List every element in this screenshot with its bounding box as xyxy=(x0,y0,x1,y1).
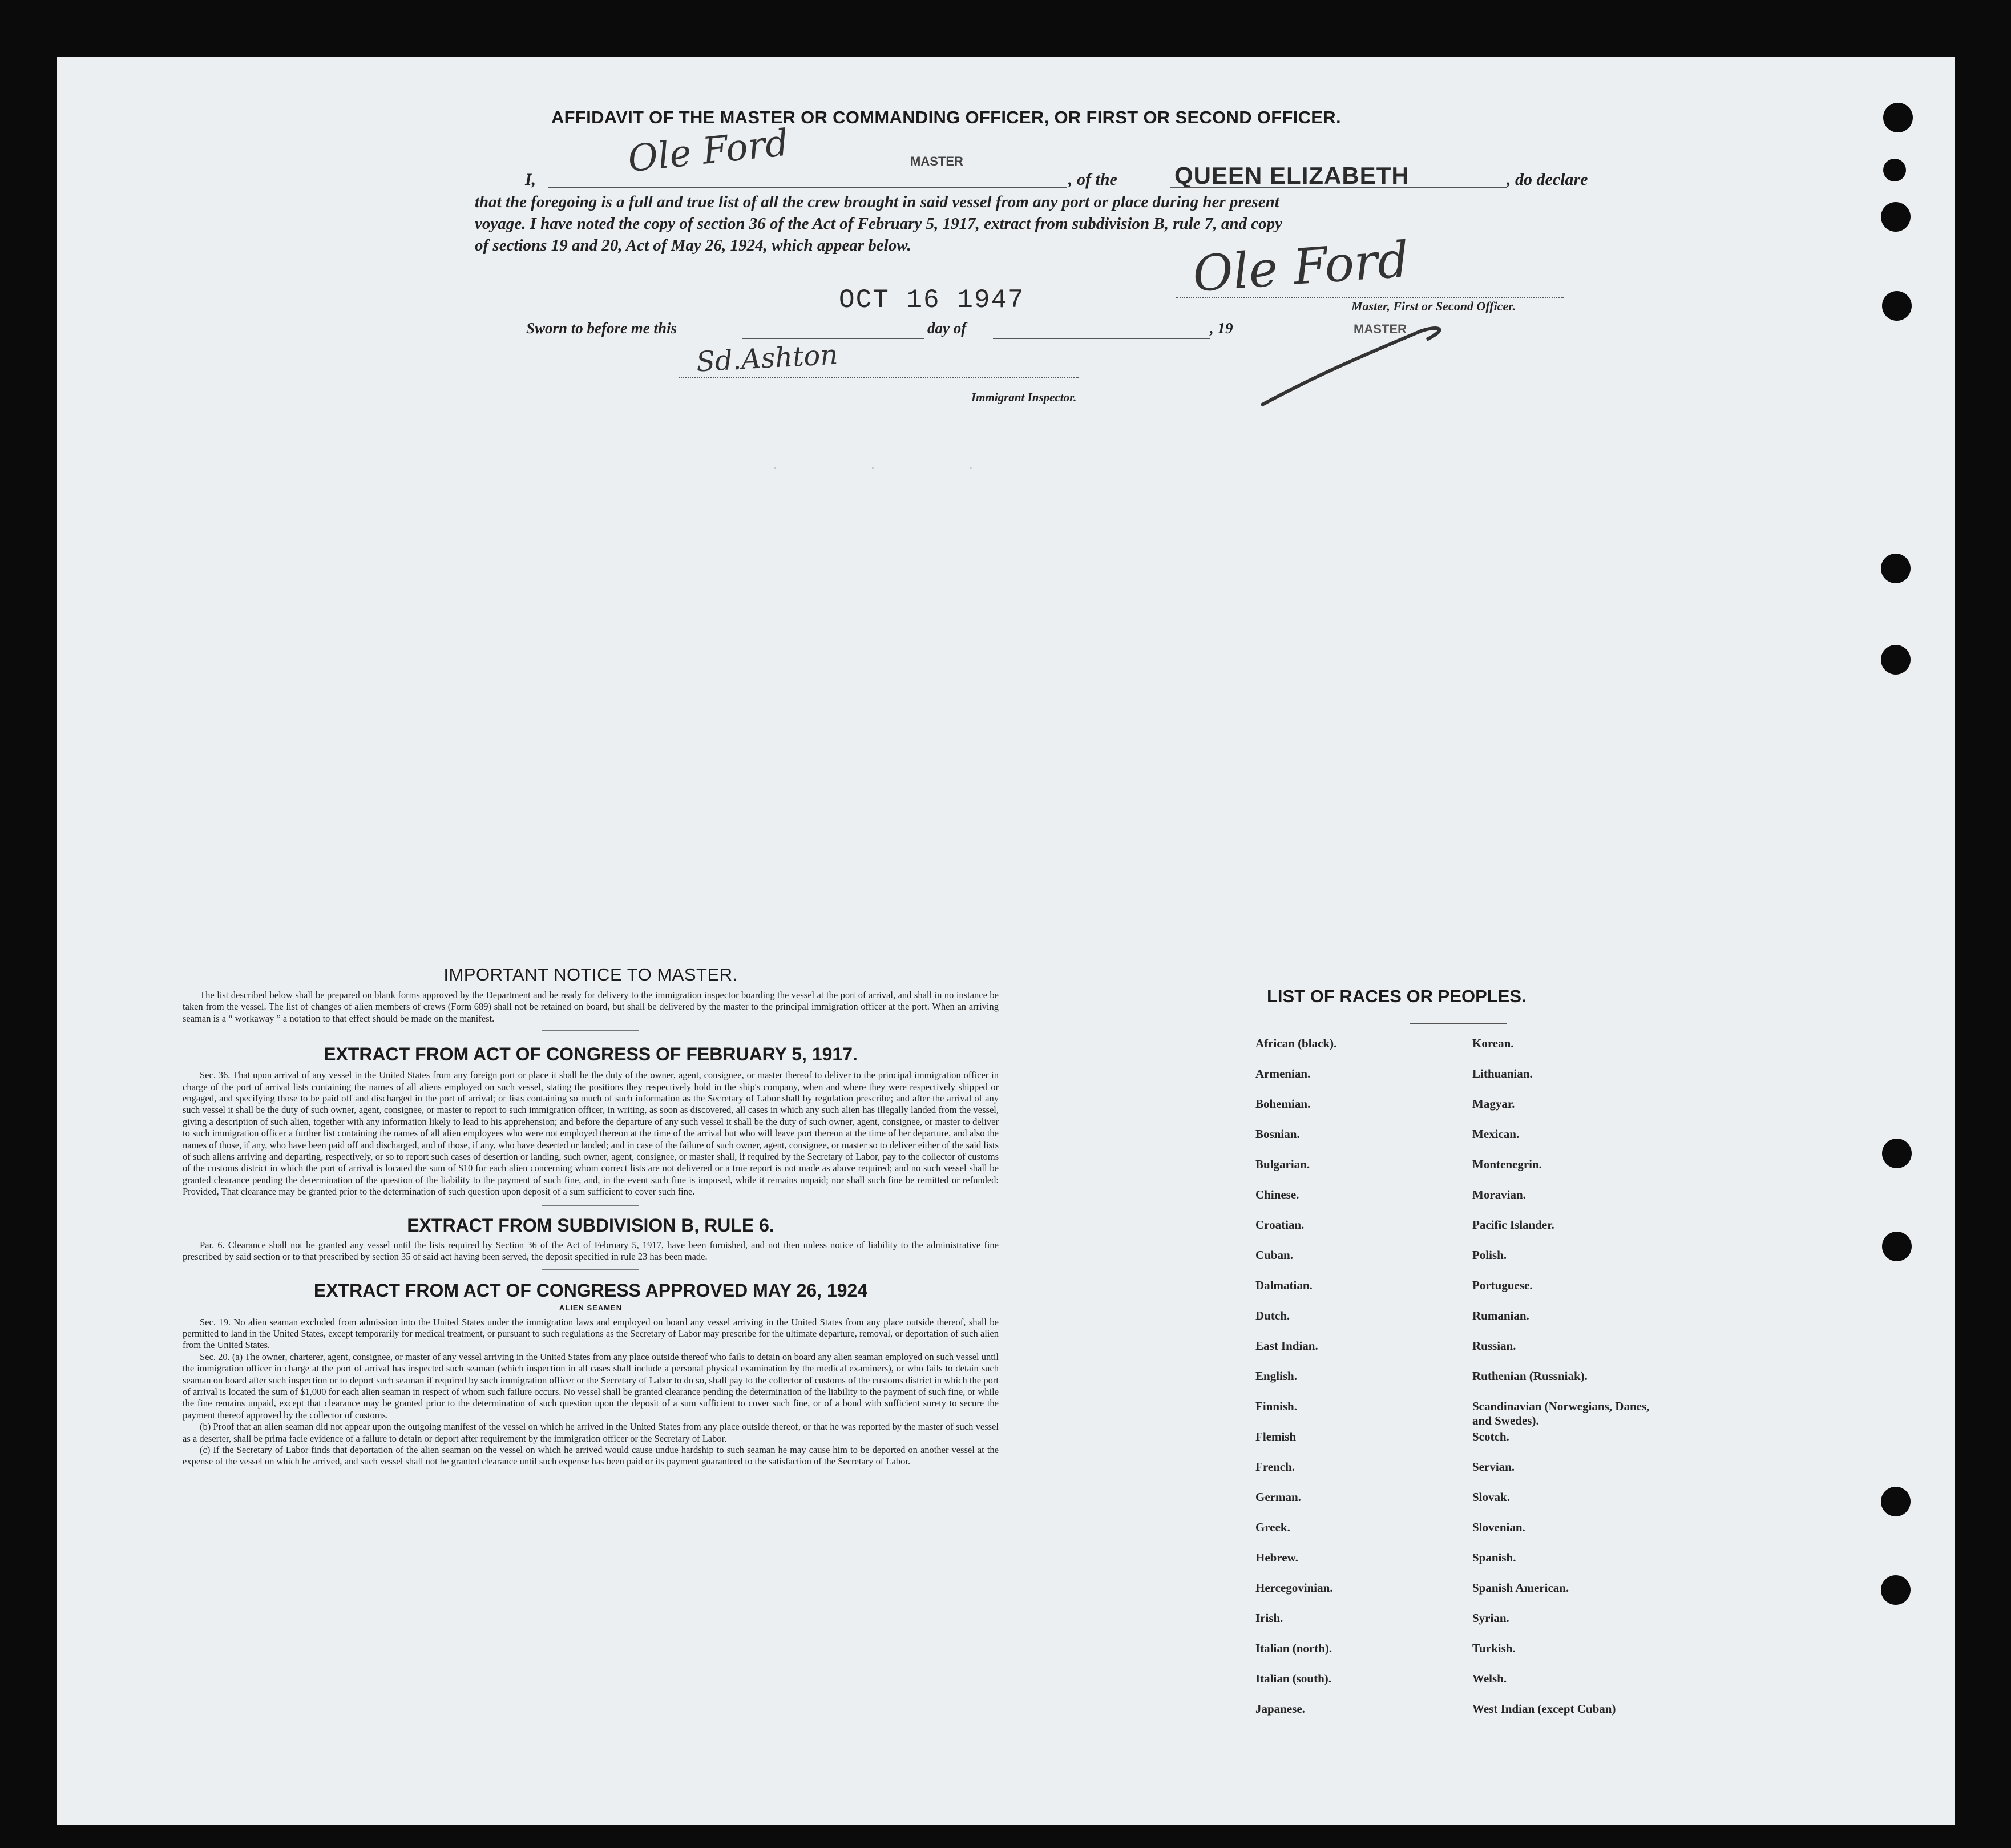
race-item: Armenian. xyxy=(1255,1067,1311,1080)
officer-caption: Master, First or Second Officer. xyxy=(1351,299,1516,313)
race-item: Irish. xyxy=(1255,1611,1283,1625)
race-item: Polish. xyxy=(1472,1248,1507,1262)
race-item: West Indian (except Cuban) xyxy=(1472,1702,1616,1716)
inspector-line xyxy=(679,377,1079,378)
race-item: Croatian. xyxy=(1255,1218,1305,1232)
extract-1917-text: Sec. 36. That upon arrival of any vessel in the United States from any foreign port or place it shall be the duty of the owner, agent, consignee, or master thereof to deliver to the principal immigration officer in charge of the port of arrival lists containing the names of all aliens employed on such vessel, stating the positions they respectively hold in the ship's company, when and where they were respectively shipped or engaged, and specifying those to be paid off and discharged in the port of arrival; or lists containing so much of such information as the Secretary of Labor shall by regulation prescribe; and after the arrival of any such vessel it shall be the duty of such owner, agent, consignee, or master to report to such immigration officer, in writing, as soon as discovered, all cases in which any such alien has illegally landed from the vessel, giving a description of such alien, together with any information likely to lead to his apprehension; and before the departure of any such vessel it shall be the duty of such owner, agent, consignee, or master to deliver to such immigration officer a further list containing the names of all alien employees who were not employed thereon at the time of the arrival but who will leave port thereon at the time of her departure, and also the names of those, if any, who have been paid off and discharged, and of those, if any, who have deserted or landed; and in case of the failure of such owner, agent, consignee, or master so to deliver either of the said lists of such aliens arriving and departing, respectively, or so to report such cases of desertion or landing, such owner, agent, consignee, or master shall, if required by the Secretary of Labor, pay to the collector of customs of the customs district in which the port of arrival is located the sum of $10 for each alien concerning whom correct lists are not delivered or a true report is not made as above required; and no such vessel shall be granted clearance pending the determination of the question of the liability to the payment of such fine, and, in the event such fine is imposed, while it remains unpaid; nor shall such fine be remitted or refunded: Provided, That clearance may be granted prior to the determination of such question upon deposit of a sum sufficient to cover such fine. xyxy=(183,1070,999,1197)
date-stamp: OCT 16 1947 xyxy=(839,285,1025,315)
race-item: French. xyxy=(1255,1460,1295,1474)
vessel-name: QUEEN ELIZABETH xyxy=(1174,162,1410,189)
punch-hole xyxy=(1881,1487,1911,1516)
affidavit-i: I, xyxy=(525,170,536,189)
race-item: Turkish. xyxy=(1472,1641,1516,1655)
race-item: Bosnian. xyxy=(1255,1127,1300,1141)
race-item: Chinese. xyxy=(1255,1188,1299,1201)
race-item: Korean. xyxy=(1472,1036,1514,1050)
races-title: LIST OF RACES OR PEOPLES. xyxy=(1267,986,1527,1006)
races-column-1 xyxy=(1255,1036,1336,1732)
race-item: Magyar. xyxy=(1472,1097,1515,1111)
divider xyxy=(542,1269,639,1270)
race-item: Scotch. xyxy=(1472,1430,1509,1443)
race-item: Spanish American. xyxy=(1472,1581,1569,1595)
punch-hole xyxy=(1882,291,1912,321)
inspector-signature: Sd.Ashton xyxy=(695,338,839,378)
punch-hole xyxy=(1881,554,1911,583)
race-item: English. xyxy=(1255,1369,1297,1383)
affidavit-line-2: that the foregoing is a full and true list of all the crew brought in said vessel from any port or place during her present xyxy=(475,193,1279,211)
race-item: Dalmatian. xyxy=(1255,1278,1313,1292)
divider xyxy=(542,1205,639,1206)
extract-1924-title: EXTRACT FROM ACT OF CONGRESS APPROVED MAY 26, 1924 xyxy=(313,1280,868,1301)
divider xyxy=(542,1030,639,1031)
sworn-year: , 19 xyxy=(1210,320,1233,337)
races-title-rule xyxy=(1410,1023,1507,1024)
officer-signature-line xyxy=(1176,297,1564,298)
race-item: Hebrew. xyxy=(1255,1551,1298,1564)
race-item: Slovak. xyxy=(1472,1490,1510,1504)
master-name-line xyxy=(548,187,1067,188)
race-item: Greek. xyxy=(1255,1520,1290,1534)
race-item: Lithuanian. xyxy=(1472,1067,1533,1080)
affidavit-heading: AFFIDAVIT OF THE MASTER OR COMMANDING OFFICER, OR FIRST OR SECOND OFFICER. xyxy=(551,107,1341,127)
race-item: Montenegrin. xyxy=(1472,1157,1542,1171)
race-item: Servian. xyxy=(1472,1460,1515,1474)
race-item: Welsh. xyxy=(1472,1672,1507,1685)
race-item: Bohemian. xyxy=(1255,1097,1311,1111)
extract-1924-sec20b: (b) Proof that an alien seaman did not appear upon the outgoing manifest of the vessel on which he arrived in the United States from any place outside thereof, or that he was reported by the master of such vessel as a deserter, shall be prima facie evidence of a failure to detain or deport after requirement by the immigration officer or the Secretary of Labor. xyxy=(183,1421,999,1444)
extract-1924-subtitle: ALIEN SEAMEN xyxy=(559,1303,623,1312)
extract-rule6-text: Par. 6. Clearance shall not be granted any vessel until the lists required by Section 36 of the Act of February 5, 1917, have been furnished, and not then unless notice of liability to the administrative fine prescribed by said section or to that prescribed by section 35 of said act having been served, the deposit specified in rule 23 has been made. xyxy=(183,1239,999,1262)
race-item: African (black). xyxy=(1255,1036,1337,1050)
punch-hole xyxy=(1883,103,1913,132)
race-item: Moravian. xyxy=(1472,1188,1526,1201)
race-item: Japanese. xyxy=(1255,1702,1305,1716)
race-item: Mexican. xyxy=(1472,1127,1520,1141)
extract-1924-sec20c: (c) If the Secretary of Labor finds that deportation of the alien seaman on the vessel on which he arrived would cause undue hardship to such seaman he may cause him to be deported on another vessel at the expense of the vessel on which he arrived, and such vessel shall not be granted clearance until such expense has been paid or its payment guaranteed to the satisfaction of the Secretary of Labor. xyxy=(183,1444,999,1467)
race-item: Flemish xyxy=(1255,1430,1297,1443)
punch-hole xyxy=(1882,1232,1912,1261)
legal-column xyxy=(183,965,999,1468)
affidavit-do-declare: , do declare xyxy=(1507,170,1588,189)
sworn-day-of: day of xyxy=(927,320,967,337)
extract-1924-sec20a: Sec. 20. (a) The owner, charterer, agent, consignee, or master of any vessel arriving in the United States from any place outside thereof who fails to detain on board any alien seaman employed on such vessel until the immigration officer in charge at the port of arrival has inspected such seaman (which inspection in all cases shall include a personal physical examination by the medical examiners), or who fails to detain such seaman on board after such inspection or to deport such seaman if required by such immigration officer or the Secretary of Labor to do so, shall pay to the collector of customs of the customs district in which the port of arrival is located the sum of $1,000 for each alien seaman in respect of whom such failure occurs. No vessel shall be granted clearance pending the determination of the liability to the payment of such fine, or while the fine remains unpaid, except that clearance may be granted prior to the determination of such question upon the deposit of a sum sufficient to cover such fine, or of a bond with sufficient surety to secure the payment thereof approved by the collector of customs. xyxy=(183,1351,999,1421)
race-item: Dutch. xyxy=(1255,1309,1290,1322)
extract-rule6-title: EXTRACT FROM SUBDIVISION B, RULE 6. xyxy=(407,1214,774,1236)
affidavit-of-the: , of the xyxy=(1068,170,1117,189)
document-sheet xyxy=(57,57,1955,1825)
race-item: Finnish. xyxy=(1255,1399,1297,1413)
race-item: Italian (south). xyxy=(1255,1672,1332,1685)
notice-title: IMPORTANT NOTICE TO MASTER. xyxy=(443,965,738,984)
races-column-2 xyxy=(1472,1036,1666,1732)
punch-hole xyxy=(1881,202,1911,232)
sworn-month-line xyxy=(993,338,1210,339)
extract-1924-sec19: Sec. 19. No alien seaman excluded from admission into the United States under the immigration laws and employed on board any vessel arriving in the United States from any place outside thereof, shall be permitted to land in the United States, except temporarily for medical treatment, or pursuant to such regulations as the Secretary of Labor may prescribe for the ultimate departure, removal, or deportation of such alien from the United States. xyxy=(183,1316,999,1351)
race-item: Cuban. xyxy=(1255,1248,1293,1262)
master-signature-top: Ole Ford xyxy=(625,122,791,181)
race-item: Rumanian. xyxy=(1472,1309,1529,1322)
race-item: Ruthenian (Russniak). xyxy=(1472,1369,1588,1383)
race-item: Italian (north). xyxy=(1255,1641,1332,1655)
punch-hole xyxy=(1881,645,1911,675)
vessel-line xyxy=(1170,187,1507,188)
affidavit-line-4: of sections 19 and 20, Act of May 26, 1924, which appear below. xyxy=(475,236,911,255)
extract-1917-title: EXTRACT FROM ACT OF CONGRESS OF FEBRUARY 5, 1917. xyxy=(324,1044,858,1065)
race-item: Hercegovinian. xyxy=(1255,1581,1333,1595)
notice-text: The list described below shall be prepared on blank forms approved by the Department and be ready for delivery to the immigration inspector boarding the vessel at the port of arrival, and shall in no instance be taken from the vessel. The list of changes of alien members of crews (Form 689) shall not be retained on board, but shall be delivered by the master to the principal immigration officer at the port. When an arriving seaman is a “ workaway ” a notation to that effect should be made on the manifest. xyxy=(183,990,999,1024)
officer-rank-stamp: MASTER xyxy=(1354,322,1407,336)
punch-hole xyxy=(1882,1139,1912,1168)
bleed-through-text: . . . xyxy=(770,457,975,474)
punch-hole xyxy=(1881,1575,1911,1605)
inspector-caption: Immigrant Inspector. xyxy=(971,390,1077,404)
punch-hole xyxy=(1883,159,1906,181)
race-item: Pacific Islander. xyxy=(1472,1218,1554,1232)
master-signature: Ole Ford xyxy=(1190,231,1411,304)
race-item: Russian. xyxy=(1472,1339,1516,1353)
affidavit-line-3: voyage. I have noted the copy of section 36 of the Act of February 5, 1917, extract from subdivision B, rule 7, and copy xyxy=(475,215,1282,233)
sworn-text: Sworn to before me this xyxy=(526,320,677,337)
rank-stamp: MASTER xyxy=(910,154,963,168)
race-item: Bulgarian. xyxy=(1255,1157,1310,1171)
race-item: Syrian. xyxy=(1472,1611,1509,1625)
race-item: Slovenian. xyxy=(1472,1520,1525,1534)
race-item: Scandinavian (Norwegians, Danes, and Swedes). xyxy=(1472,1399,1650,1427)
race-item: Spanish. xyxy=(1472,1551,1516,1564)
race-item: Portuguese. xyxy=(1472,1278,1533,1292)
race-item: East Indian. xyxy=(1255,1339,1318,1353)
race-item: German. xyxy=(1255,1490,1301,1504)
